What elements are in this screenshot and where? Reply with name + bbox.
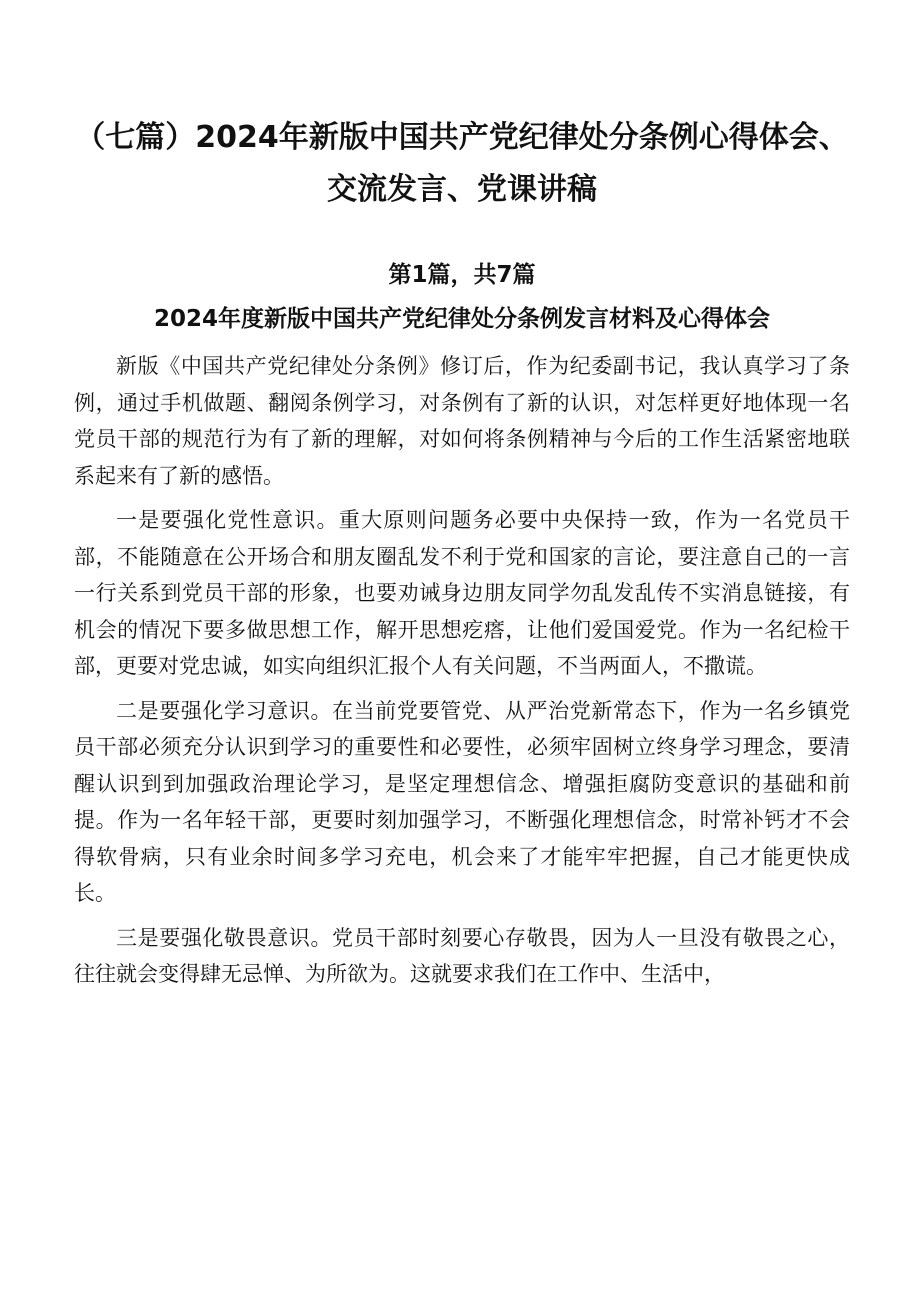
paragraph-party-spirit: 一是要强化党性意识。重大原则问题务必要中央保持一致，作为一名党员干部，不能随意在公开场合和朋友圈乱发不利于党和国家的言论，要注意自己的一言一行关系到党员干部的形象，也要劝诫身边朋友同学勿乱发乱传不实消息链接，有机会的情况下要多做思想工作，解开思想疙瘩，让他们爱国爱党。作为一名纪检干部，更要对党忠诚，如实向组织汇报个人有关问题，不当两面人，不撒谎。 — [74, 508, 850, 678]
paragraph-intro: 新版《中国共产党纪律处分条例》修订后，作为纪委副书记，我认真学习了条例，通过手机做题、翻阅条例学习，对条例有了新的认识，对怎样更好地体现一名党员干部的规范行为有了新的理解，对如何将条例精神与今后的工作生活紧密地联系起来有了新的感悟。 — [74, 354, 850, 488]
paragraph-learning: 二是要强化学习意识。在当前党要管党、从严治党新常态下，作为一名乡镇党员干部必须充分认识到学习的重要性和必要性，必须牢固树立终身学习理念，要清醒认识到到加强政治理论学习，是坚定理想信念、增强拒腐防变意识的基础和前提。作为一名年轻干部，更要时刻加强学习，不断强化理想信念，时常补钙才不会得软骨病，只有业余时间多学习充电，机会来了才能牢牢把握，自己才能更快成长。 — [74, 698, 850, 905]
paragraph-awe: 三是要强化敬畏意识。党员干部时刻要心存敬畏，因为人一旦没有敬畏之心，往往就会变得肆无忌惮、为所欲为。这就要求我们在工作中、生活中， — [74, 925, 850, 986]
article-title: 2024年度新版中国共产党纪律处分条例发言材料及心得体会 — [153, 306, 770, 332]
part-heading: 第1篇，共7篇 — [388, 262, 536, 288]
document-title: （七篇）2024年新版中国共产党纪律处分条例心得体会、交流发言、党课讲稿 — [75, 120, 849, 207]
article-body — [74, 348, 850, 993]
